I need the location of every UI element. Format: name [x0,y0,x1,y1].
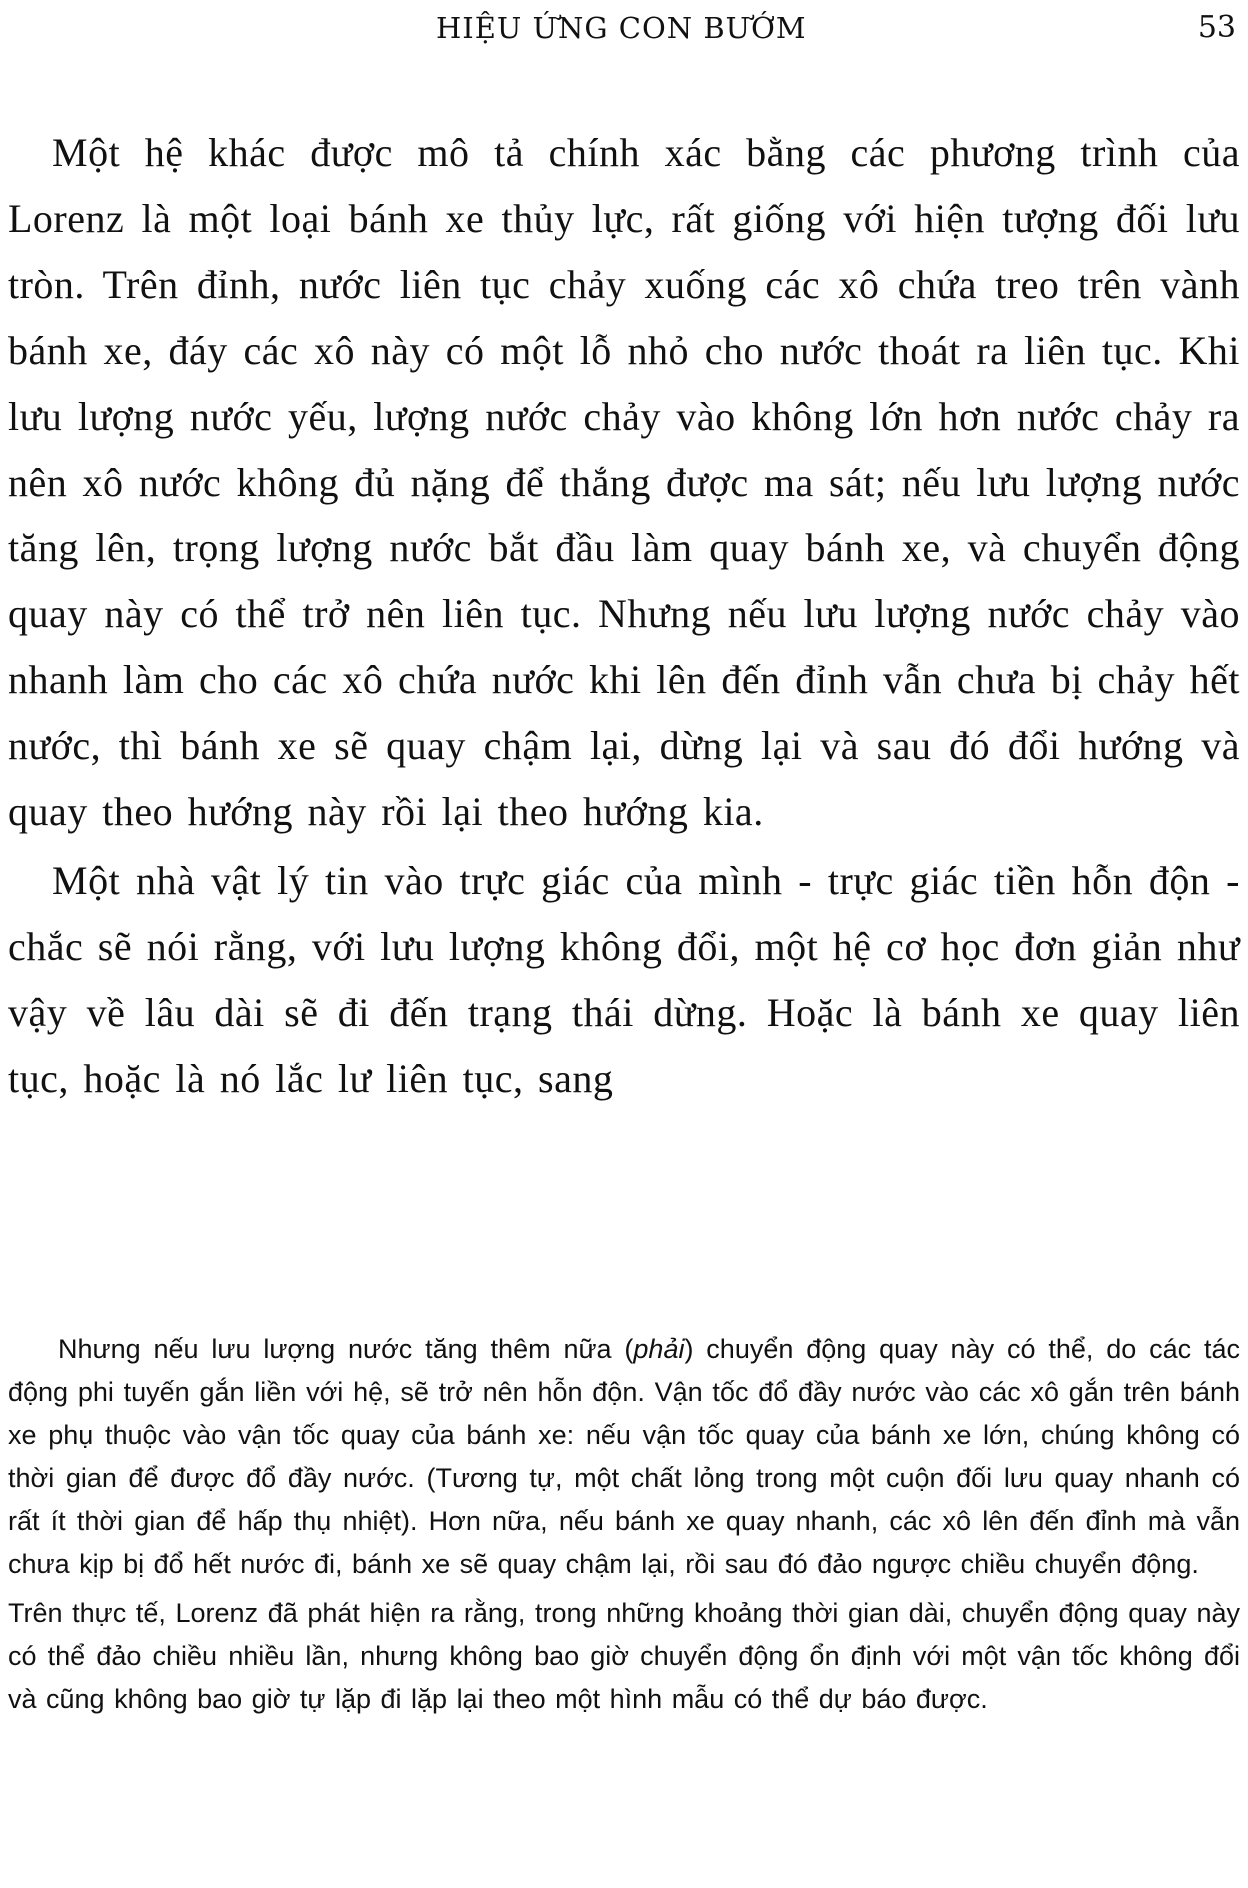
page-number: 53 [1197,10,1236,45]
body-paragraph: Một hệ khác được mô tả chính xác bằng các phương trình của Lorenz là một loại bánh xe thủy lực, rất giống với hiện tượng đối lưu tròn. Trên đỉnh, nước liên tục chảy xuống các xô chứa treo trên vành bánh xe, đáy các xô này có một lỗ nhỏ cho nước thoát ra liên tục. Khi lưu lượng nước yếu, lượng nước chảy vào không lớn hơn nước chảy ra nên xô nước không đủ nặng để thắng được ma sát; nếu lưu lượng nước tăng lên, trọng lượng nước bắt đầu làm quay bánh xe, và chuyển động quay này có thể trở nên liên tục. Nhưng nếu lưu lượng nước chảy vào nhanh làm cho các xô chứa nước khi lên đến đỉnh vẫn chưa bị chảy hết nước, thì bánh xe sẽ quay chậm lại, dừng lại và sau đó đổi hướng và quay theo hướng này rồi lại theo hướng kia. [8,130,1240,835]
caption-emphasis: phải [633,1334,685,1364]
running-title: HIỆU ỨNG CON BƯỚM [436,11,807,45]
page-header [0,8,1248,48]
caption-paragraph [8,1328,1240,1586]
caption-text: Nhưng nếu lưu lượng nước tăng thêm nữa ( [58,1334,634,1364]
caption-paragraph: Trên thực tế, Lorenz đã phát hiện ra rằng, trong những khoảng thời gian dài, chuyển động quay này có thể đảo chiều nhiều lần, nhưng không bao giờ chuyển động ổn định với một vận tốc không đổi và cũng không bao giờ tự lặp đi lặp lại theo một hình mẫu có thể dự báo được. [8,1598,1240,1714]
body-paragraph: Một nhà vật lý tin vào trực giác của mình - trực giác tiền hỗn độn - chắc sẽ nói rằng, với lưu lượng không đổi, một hệ cơ học đơn giản như vậy về lâu dài sẽ đi đến trạng thái dừng. Hoặc là bánh xe quay liên tục, hoặc là nó lắc lư liên tục, sang [8,857,1240,1101]
figure-caption [8,1328,1240,1721]
caption-text: ) chuyển động quay này có thể, do các tác động phi tuyến gắn liền với hệ, sẽ trở nên hỗn độn. Vận tốc đổ đầy nước vào các xô gắn trên bánh xe phụ thuộc vào vận tốc quay của bánh xe: nếu vận tốc quay của bánh xe lớn, chúng không có thời gian để được đổ đầy nước. (Tương tự, một chất lỏng trong một cuộn đối lưu quay nhanh có rất ít thời gian để hấp thụ nhiệt). Hơn nữa, nếu bánh xe quay nhanh, các xô lên đến đỉnh mà vẫn chưa kịp bị đổ hết nước đi, bánh xe sẽ quay chậm lại, rồi sau đó đảo ngược chiều chuyển động. [8,1334,1240,1579]
body-text [8,120,1240,1112]
